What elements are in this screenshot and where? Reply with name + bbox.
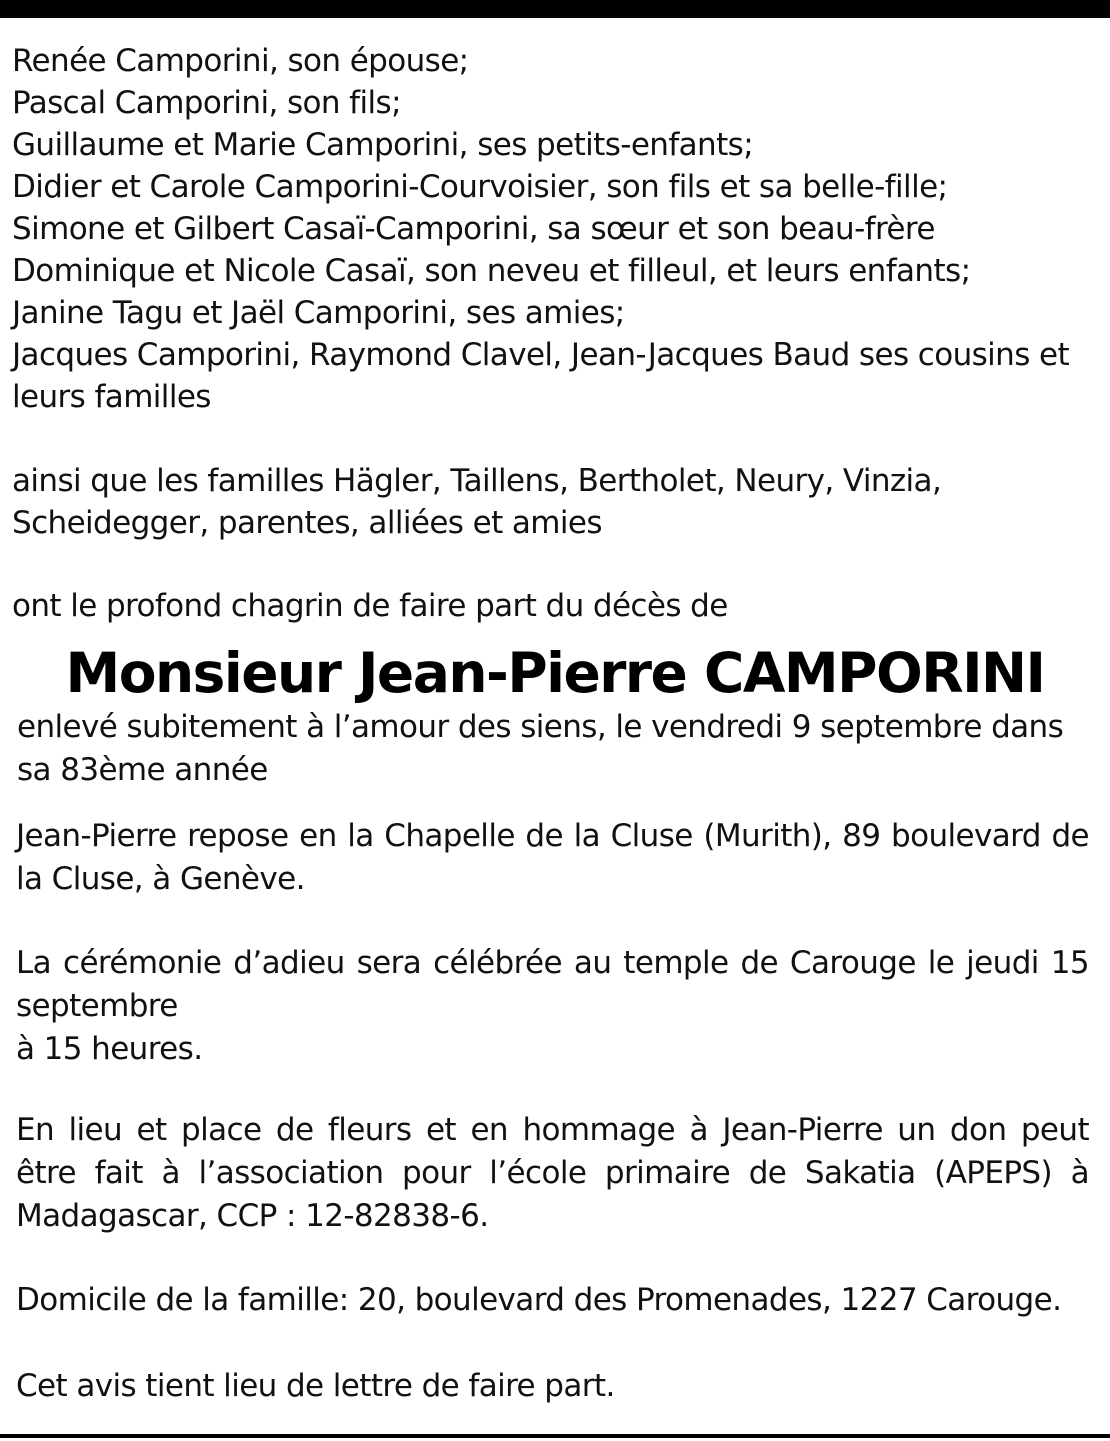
family-line: Pascal Camporini, son fils; xyxy=(12,85,401,121)
repose-info: Jean-Pierre repose en la Chapelle de la Cluse (Murith), 89 boulevard de la Cluse, à Genève. xyxy=(16,818,1089,897)
family-line: Jacques Camporini, Raymond Clavel, Jean-Jacques Baud ses cousins et xyxy=(12,337,1070,373)
family-line: leurs familles xyxy=(12,379,211,415)
family-domicile: Domicile de la famille: 20, boulevard des Promenades, 1227 Carouge. xyxy=(16,1282,1062,1318)
ceremony-line: à 15 heures. xyxy=(16,1031,203,1067)
death-notice: enlevé subitement à l’amour des siens, le vendredi 9 septembre dans sa 83ème année xyxy=(17,709,1064,788)
other-families-line: ainsi que les familles Hägler, Taillens, Bertholet, Neury, Vinzia, xyxy=(12,463,942,499)
other-families xyxy=(12,460,1092,544)
other-families-line: Scheidegger, parentes, alliées et amies xyxy=(12,505,602,541)
family-line: Renée Camporini, son épouse; xyxy=(12,43,469,79)
family-line: Guillaume et Marie Camporini, ses petits-enfants; xyxy=(12,127,754,163)
donation-info: En lieu et place de fleurs et en hommage à Jean-Pierre un don peut être fait à l’association pour l’école primaire de Sakatia (APEPS) à Madagascar, CCP : 12-82838-6. xyxy=(16,1112,1089,1234)
family-line: Janine Tagu et Jaël Camporini, ses amies; xyxy=(12,295,625,331)
top-rule xyxy=(0,0,1110,18)
closing-note: Cet avis tient lieu de lettre de faire part. xyxy=(16,1368,615,1404)
family-list xyxy=(12,40,1092,418)
ceremony-line: La cérémonie d’adieu sera célébrée au temple de Carouge le jeudi 15 septembre xyxy=(16,945,1089,1024)
family-line: Didier et Carole Camporini-Courvoisier, son fils et sa belle-fille; xyxy=(12,169,948,205)
family-line: Dominique et Nicole Casaï, son neveu et filleul, et leurs enfants; xyxy=(12,253,971,289)
deceased-name: Monsieur Jean-Pierre CAMPORINI xyxy=(65,641,1045,705)
announcement-intro: ont le profond chagrin de faire part du décès de xyxy=(12,588,728,624)
family-line: Simone et Gilbert Casaï-Camporini, sa sœur et son beau-frère xyxy=(12,211,935,247)
bottom-rule xyxy=(0,1434,1110,1438)
ceremony-info xyxy=(16,942,1089,1071)
